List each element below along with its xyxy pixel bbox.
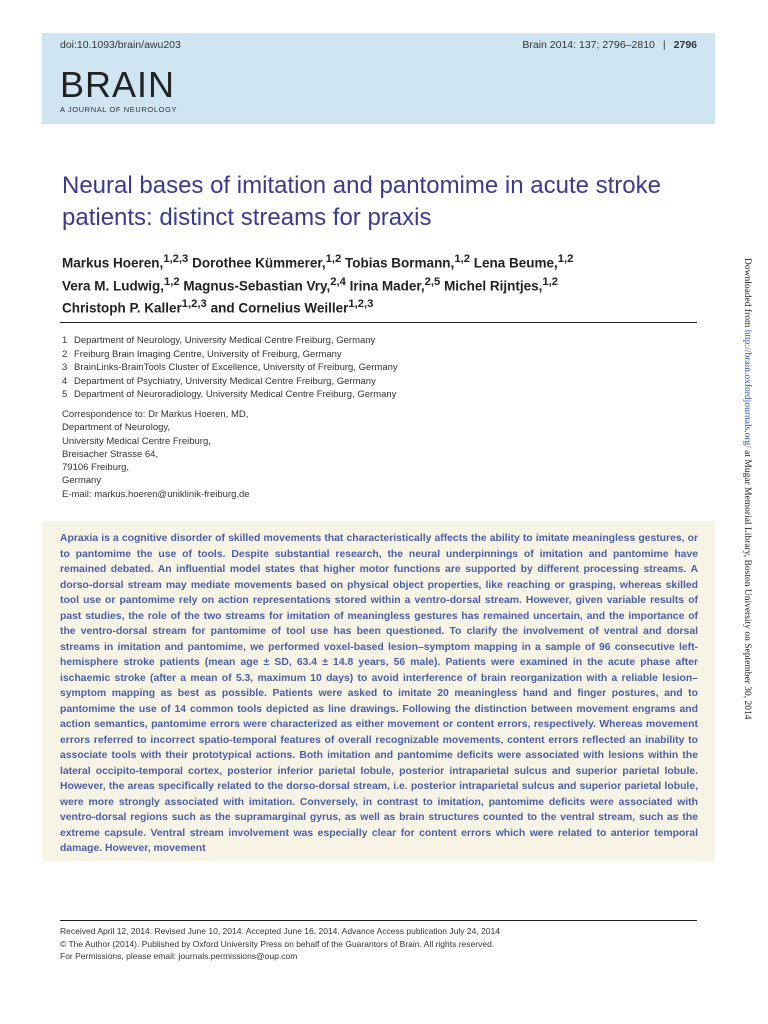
author-line (62, 295, 712, 318)
divider (60, 322, 697, 323)
author-name: and Cornelius Weiller (210, 300, 349, 316)
abstract-box (42, 521, 715, 861)
publication-footer (60, 925, 500, 963)
author-name: Magnus-Sebastian Vry, (183, 278, 331, 293)
journal-header (42, 33, 715, 124)
citation-text: Brain 2014: 137; 2796–2810 (522, 39, 655, 51)
footer-line: For Permissions, please email: journals.permissions@oup.com (60, 951, 298, 961)
download-note-suffix: at Mugar Memorial Library, Boston University on September 30, 2014 (742, 447, 752, 720)
abstract-text: Apraxia is a cognitive disorder of skilled movements that characteristically affects the ability to imitate meaningless gestures, or to pantomime the use of tools. Despite substantial research, the neural underpinnings of imitation and pantomime have remained debated. An influential model states that higher motor functions are supported by different processing streams. A dorso-dorsal stream may mediate movements based on physical object properties, like reaching or grasping, whereas skilled tool use or pantomime rely on action representations stored within a ventro-dorsal stream. However, given variable results of past studies, the role of the two streams for imitation of meaningless gestures has remained uncertain, and the importance of the ventro-dorsal stream for pantomime of tool use has been questioned. To clarify the involvement of ventral and dorsal streams in imitation and pantomime, we performed voxel-based lesion–symptom mapping in a sample of 96 consecutive left-hemisphere stroke patients (mean age ± SD, 63.4 ± 14.8 years, 56 male). Patients were examined in the acute phase after ischaemic stroke (after a mean of 5.3, maximum 10 days) to avoid interference of brain reorganization with a reliable lesion–symptom mapping as best as possible. Patients were asked to imitate 20 meaningless hand and finger postures, and to pantomime the use of 14 common tools depicted as line drawings. Following the distinction between movement engrams and action semantics, pantomime errors were characterized as either movement or content errors, respectively. Whereas movement errors referred to incorrect spatio-temporal features of overall recognizable movements, content errors reflected an inability to associate tools with their prototypical actions. Both imitation and pantomime deficits were associated with lesions within the lateral occipito-temporal cortex, posterior inferior parietal lobule, posterior intraparietal sulcus and superior parietal lobule. However, the areas specifically related to the dorso-dorsal stream, i.e. posterior intraparietal sulcus and superior parietal lobule, were more strongly associated with imitation. Conversely, in contrast to imitation, pantomime deficits were associated with ventro-dorsal regions such as the supramarginal gyrus, as well as brain structures counted to the ventral stream, such as the extreme capsule. Ventral stream involvement was especially clear for content errors which were related to anterior temporal damage. However, movement (60, 533, 698, 854)
affiliation-item (62, 375, 398, 389)
affiliation-number: 4 (62, 375, 68, 387)
author-list (62, 250, 712, 318)
correspondence-line: Correspondence to: Dr Markus Hoeren, MD, (62, 409, 249, 420)
author-affiliation-marker: 2,5 (424, 275, 441, 288)
affiliation-item (62, 361, 398, 375)
author-name: Tobias Bormann, (345, 255, 455, 271)
author-affiliation-marker: 1,2 (325, 253, 342, 265)
author-affiliation-marker: 1,2,3 (348, 298, 374, 310)
affiliations-list (62, 334, 398, 402)
author-affiliation-marker: 2,4 (330, 275, 346, 288)
author-name: Lena Beume, (473, 255, 558, 271)
author-name: Irina Mader, (349, 278, 425, 293)
affiliation-item (62, 334, 398, 348)
correspondence-line: University Medical Centre Freiburg, (62, 435, 211, 447)
citation (522, 39, 697, 51)
doi[interactable]: doi:10.1093/brain/awu203 (60, 39, 181, 51)
author-affiliation-marker: 1,2,3 (163, 253, 189, 265)
author-line (62, 250, 712, 273)
correspondence-line: Germany (62, 475, 102, 487)
footer-divider (60, 920, 697, 921)
correspondence-line: 79106 Freiburg, (62, 462, 130, 474)
affiliation-number: 1 (62, 335, 68, 346)
author-affiliation-marker: 1,2 (454, 253, 470, 265)
correspondence-line: Department of Neurology, (62, 422, 171, 434)
footer-line: Received April 12, 2014. Revised June 10, 2014. Accepted June 16, 2014. Advance Access publication July 24, 2014 (60, 926, 500, 936)
journal-subtitle: A JOURNAL OF NEUROLOGY (60, 105, 178, 114)
affiliation-number: 3 (62, 362, 68, 373)
journal-logo: BRAIN (60, 64, 176, 105)
author-name: Markus Hoeren, (62, 255, 164, 271)
author-name: Michel Rijntjes, (444, 278, 543, 293)
correspondence-block (62, 408, 250, 501)
author-affiliation-marker: 1,2,3 (181, 298, 207, 310)
author-affiliation-marker: 1,2 (557, 253, 574, 265)
author-name: Vera M. Ludwig, (62, 278, 165, 293)
affiliation-number: 5 (62, 389, 68, 400)
correspondence-email[interactable]: E-mail: markus.hoeren@uniklinik-freiburg.de (62, 488, 250, 500)
correspondence-line: Breisacher Strasse 64, (62, 448, 159, 460)
affiliation-text: Department of Psychiatry, University Medical Centre Freiburg, Germany (74, 375, 376, 387)
affiliation-text: Department of Neuroradiology, University Medical Centre Freiburg, Germany (74, 389, 397, 400)
author-name: Christoph P. Kaller (62, 300, 182, 316)
affiliation-item (62, 388, 398, 402)
affiliation-item (62, 348, 398, 362)
article-title: Neural bases of imitation and pantomime in acute stroke patients: distinct streams for praxis (62, 172, 661, 231)
download-note-link[interactable]: http://brain.oxfordjournals.org/ (742, 329, 752, 448)
affiliation-number: 2 (62, 348, 68, 360)
author-affiliation-marker: 1,2 (164, 275, 180, 288)
footer-line: © The Author (2014). Published by Oxford University Press on behalf of the Guarantors of Brain. All rights reserved. (60, 938, 495, 949)
download-note (742, 258, 752, 719)
author-name: Dorothee Kümmerer, (192, 255, 326, 271)
author-line (62, 273, 712, 296)
download-note-prefix: Downloaded from (742, 258, 752, 330)
affiliation-text: BrainLinks-BrainTools Cluster of Excellence, University of Freiburg, Germany (74, 362, 398, 373)
affiliation-text: Freiburg Brain Imaging Centre, University of Freiburg, Germany (74, 348, 342, 360)
page-number: 2796 (673, 39, 697, 51)
author-affiliation-marker: 1,2 (542, 275, 558, 288)
affiliation-text: Department of Neurology, University Medical Centre Freiburg, Germany (74, 335, 376, 346)
citation-separator: | (662, 39, 666, 51)
